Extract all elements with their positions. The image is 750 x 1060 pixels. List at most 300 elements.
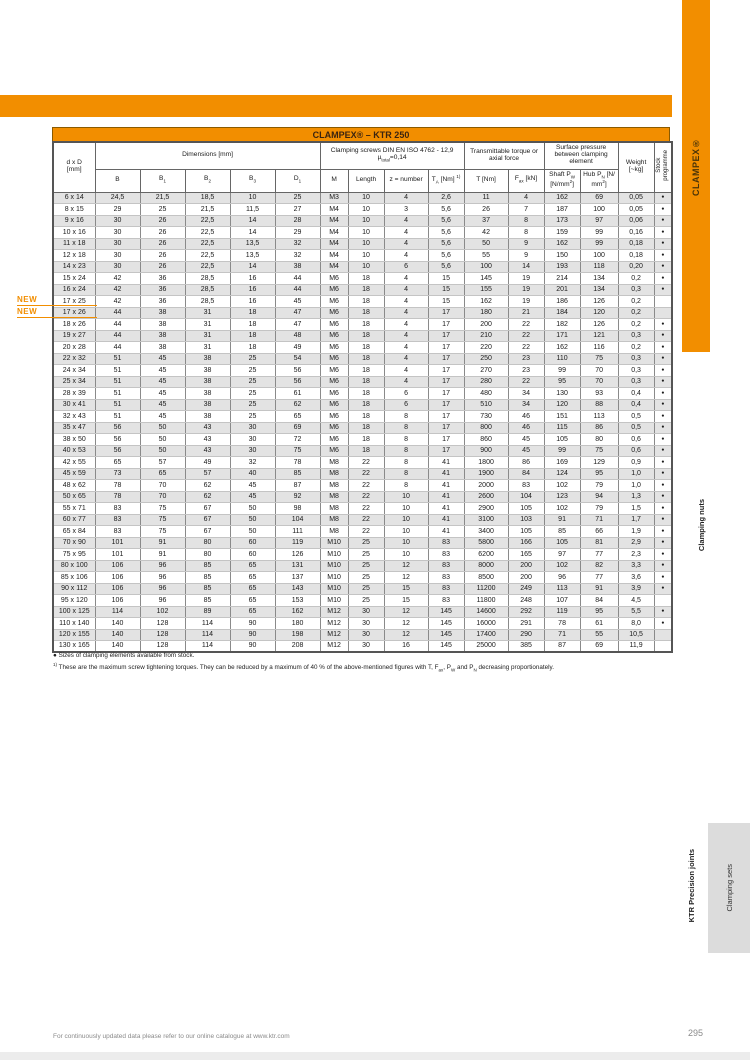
stock-dot-cell: ●: [654, 422, 672, 434]
value-cell: 121: [580, 330, 618, 342]
value-cell: 126: [580, 319, 618, 331]
value-cell: 114: [95, 606, 140, 618]
stock-dot-cell: ●: [654, 503, 672, 515]
value-cell: 85: [275, 468, 320, 480]
value-cell: 30: [348, 629, 384, 641]
value-cell: 55: [464, 250, 508, 262]
value-cell: 57: [140, 457, 185, 469]
col-header-b: B: [95, 169, 140, 192]
table-row: [53, 215, 672, 227]
value-cell: 16: [384, 641, 428, 653]
value-cell: M12: [320, 629, 348, 641]
value-cell: 0,2: [618, 342, 654, 354]
table-row: [53, 434, 672, 446]
table-row: [53, 503, 672, 515]
value-cell: 21,5: [185, 204, 230, 216]
value-cell: 129: [580, 457, 618, 469]
value-cell: 56: [95, 434, 140, 446]
value-cell: M4: [320, 261, 348, 273]
value-cell: 47: [275, 307, 320, 319]
size-cell: 6 x 14: [53, 192, 95, 204]
value-cell: 45: [230, 491, 275, 503]
value-cell: 385: [508, 641, 544, 653]
new-badge: NEW: [17, 306, 97, 318]
value-cell: M6: [320, 284, 348, 296]
value-cell: 153: [275, 595, 320, 607]
value-cell: 18: [348, 342, 384, 354]
stock-dot-cell: ●: [654, 319, 672, 331]
value-cell: 17400: [464, 629, 508, 641]
value-cell: 17: [428, 399, 464, 411]
size-cell: 75 x 95: [53, 549, 95, 561]
value-cell: 44: [275, 284, 320, 296]
value-cell: 96: [140, 595, 185, 607]
value-cell: 8000: [464, 560, 508, 572]
stock-dot-cell: ●: [654, 526, 672, 538]
size-cell: 38 x 50: [53, 434, 95, 446]
value-cell: 4: [384, 296, 428, 308]
stock-dot-cell: ●: [654, 411, 672, 423]
value-cell: 41: [428, 468, 464, 480]
value-cell: 36: [140, 284, 185, 296]
value-cell: 201: [544, 284, 580, 296]
value-cell: M10: [320, 572, 348, 584]
value-cell: 4: [384, 319, 428, 331]
value-cell: 22: [348, 514, 384, 526]
value-cell: 65: [140, 468, 185, 480]
value-cell: 86: [508, 457, 544, 469]
value-cell: 5,6: [428, 261, 464, 273]
value-cell: 51: [95, 411, 140, 423]
value-cell: 18: [348, 388, 384, 400]
value-cell: 18: [348, 376, 384, 388]
value-cell: 4: [384, 273, 428, 285]
stock-dot-cell: ●: [654, 537, 672, 549]
value-cell: 140: [95, 629, 140, 641]
value-cell: 200: [464, 319, 508, 331]
value-cell: 3,3: [618, 560, 654, 572]
value-cell: 17: [428, 365, 464, 377]
value-cell: 8: [384, 411, 428, 423]
value-cell: 0,05: [618, 192, 654, 204]
value-cell: 18: [348, 296, 384, 308]
size-cell: 15 x 24: [53, 273, 95, 285]
value-cell: 87: [544, 641, 580, 653]
value-cell: 65: [230, 560, 275, 572]
value-cell: 18: [348, 445, 384, 457]
value-cell: 50: [230, 526, 275, 538]
stock-dot-cell: [654, 307, 672, 319]
value-cell: 38: [185, 388, 230, 400]
value-cell: 91: [580, 583, 618, 595]
value-cell: 4: [384, 307, 428, 319]
stock-dot-cell: ●: [654, 353, 672, 365]
stock-dot-cell: ●: [654, 606, 672, 618]
value-cell: 120: [580, 307, 618, 319]
table-row: [53, 353, 672, 365]
table-row: [53, 560, 672, 572]
value-cell: 38: [185, 399, 230, 411]
value-cell: 10: [348, 227, 384, 239]
value-cell: 56: [95, 445, 140, 457]
stock-dot-cell: ●: [654, 238, 672, 250]
value-cell: 155: [464, 284, 508, 296]
value-cell: 22: [348, 526, 384, 538]
value-cell: 87: [275, 480, 320, 492]
value-cell: M3: [320, 192, 348, 204]
value-cell: 25: [275, 192, 320, 204]
value-cell: 97: [544, 549, 580, 561]
value-cell: 4: [384, 353, 428, 365]
value-cell: 165: [508, 549, 544, 561]
stock-dot-cell: ●: [654, 572, 672, 584]
value-cell: 83: [428, 572, 464, 584]
value-cell: 2600: [464, 491, 508, 503]
table-row: [53, 445, 672, 457]
value-cell: 30: [348, 606, 384, 618]
table-row: [53, 192, 672, 204]
value-cell: 10: [384, 526, 428, 538]
value-cell: 143: [275, 583, 320, 595]
value-cell: 16: [230, 273, 275, 285]
value-cell: 22: [348, 480, 384, 492]
value-cell: 83: [428, 549, 464, 561]
stock-dot-cell: ●: [654, 330, 672, 342]
value-cell: 151: [544, 411, 580, 423]
sidebar-tab-clampex: [682, 0, 710, 352]
value-cell: 14: [230, 227, 275, 239]
stock-dot-cell: ●: [654, 491, 672, 503]
value-cell: 51: [95, 399, 140, 411]
value-cell: 22,5: [185, 238, 230, 250]
value-cell: 100: [464, 261, 508, 273]
value-cell: 162: [464, 296, 508, 308]
value-cell: M6: [320, 307, 348, 319]
stock-dot-cell: ●: [654, 468, 672, 480]
table-row: [53, 526, 672, 538]
value-cell: 43: [185, 422, 230, 434]
table-row: [53, 411, 672, 423]
value-cell: 28,5: [185, 273, 230, 285]
value-cell: 78: [275, 457, 320, 469]
value-cell: 105: [508, 526, 544, 538]
stock-dot-cell: ●: [654, 434, 672, 446]
value-cell: 18: [348, 284, 384, 296]
value-cell: 104: [275, 514, 320, 526]
table-row: [53, 629, 672, 641]
value-cell: 10: [384, 549, 428, 561]
value-cell: 0,3: [618, 284, 654, 296]
value-cell: 17: [428, 319, 464, 331]
value-cell: 78: [544, 618, 580, 630]
value-cell: 34: [508, 388, 544, 400]
value-cell: 62: [275, 399, 320, 411]
col-header-dimensions: Dimensions [mm]: [95, 142, 320, 169]
table-row: [53, 261, 672, 273]
value-cell: 22,5: [185, 261, 230, 273]
stock-programme-label: Stock programme: [655, 150, 669, 182]
value-cell: 46: [508, 411, 544, 423]
value-cell: 22: [508, 330, 544, 342]
value-cell: 45: [508, 445, 544, 457]
stock-dot-cell: ●: [654, 284, 672, 296]
value-cell: 166: [508, 537, 544, 549]
value-cell: 214: [544, 273, 580, 285]
value-cell: 25: [230, 388, 275, 400]
value-cell: 91: [140, 537, 185, 549]
table-row: [53, 422, 672, 434]
value-cell: 102: [544, 480, 580, 492]
value-cell: 8: [384, 468, 428, 480]
value-cell: 41: [428, 526, 464, 538]
value-cell: M8: [320, 526, 348, 538]
table-row: [53, 572, 672, 584]
value-cell: 84: [580, 595, 618, 607]
value-cell: 75: [580, 353, 618, 365]
stock-dot-cell: ●: [654, 388, 672, 400]
value-cell: 114: [185, 641, 230, 653]
table-row: [53, 307, 672, 319]
value-cell: 1800: [464, 457, 508, 469]
value-cell: 85: [185, 583, 230, 595]
value-cell: 25: [230, 399, 275, 411]
value-cell: 50: [140, 434, 185, 446]
value-cell: 44: [275, 273, 320, 285]
value-cell: 42: [464, 227, 508, 239]
value-cell: 31: [185, 330, 230, 342]
value-cell: 92: [275, 491, 320, 503]
value-cell: M8: [320, 503, 348, 515]
value-cell: 0,05: [618, 204, 654, 216]
value-cell: 162: [275, 606, 320, 618]
value-cell: 17: [428, 330, 464, 342]
value-cell: 10: [348, 204, 384, 216]
value-cell: 18: [348, 319, 384, 331]
stock-dot-cell: ●: [654, 250, 672, 262]
stock-dot-cell: ●: [654, 376, 672, 388]
value-cell: 113: [544, 583, 580, 595]
value-cell: 16000: [464, 618, 508, 630]
value-cell: 145: [428, 641, 464, 653]
value-cell: 18: [230, 330, 275, 342]
size-cell: 85 x 106: [53, 572, 95, 584]
table-row: [53, 365, 672, 377]
value-cell: 45: [140, 399, 185, 411]
stock-dot-cell: ●: [654, 583, 672, 595]
table-row: [53, 376, 672, 388]
value-cell: M6: [320, 434, 348, 446]
value-cell: M6: [320, 445, 348, 457]
value-cell: 31: [185, 319, 230, 331]
value-cell: 42: [95, 296, 140, 308]
value-cell: 83: [95, 503, 140, 515]
value-cell: M6: [320, 342, 348, 354]
value-cell: 18: [348, 399, 384, 411]
value-cell: 22: [348, 503, 384, 515]
value-cell: 41: [428, 457, 464, 469]
value-cell: 65: [230, 572, 275, 584]
value-cell: 30: [95, 261, 140, 273]
value-cell: 51: [95, 365, 140, 377]
value-cell: M6: [320, 388, 348, 400]
value-cell: 75: [140, 526, 185, 538]
value-cell: 99: [544, 445, 580, 457]
value-cell: 860: [464, 434, 508, 446]
value-cell: 17: [428, 411, 464, 423]
value-cell: M6: [320, 330, 348, 342]
value-cell: 126: [580, 296, 618, 308]
size-cell: 130 x 165: [53, 641, 95, 653]
value-cell: 111: [275, 526, 320, 538]
value-cell: 62: [185, 480, 230, 492]
value-cell: 30: [230, 434, 275, 446]
value-cell: 83: [428, 583, 464, 595]
value-cell: 102: [544, 560, 580, 572]
value-cell: 71: [544, 629, 580, 641]
value-cell: 7: [508, 204, 544, 216]
value-cell: 36: [140, 296, 185, 308]
size-cell: 8 x 15: [53, 204, 95, 216]
value-cell: 5800: [464, 537, 508, 549]
value-cell: 45: [275, 296, 320, 308]
value-cell: 180: [275, 618, 320, 630]
value-cell: 105: [544, 537, 580, 549]
value-cell: M6: [320, 411, 348, 423]
value-cell: 96: [544, 572, 580, 584]
value-cell: 18: [348, 422, 384, 434]
value-cell: 57: [185, 468, 230, 480]
value-cell: 102: [140, 606, 185, 618]
value-cell: 80: [580, 434, 618, 446]
value-cell: 62: [185, 491, 230, 503]
value-cell: 78: [95, 480, 140, 492]
value-cell: 40: [230, 468, 275, 480]
col-header-torque: Transmittable torque or axial force: [464, 142, 544, 169]
value-cell: 18: [348, 307, 384, 319]
col-header-dxd: d x D [mm]: [53, 142, 95, 192]
value-cell: 162: [544, 238, 580, 250]
col-header-fax: $F_{ax}$ [kN]: [508, 169, 544, 192]
value-cell: 30: [95, 238, 140, 250]
table-row: [53, 342, 672, 354]
value-cell: 61: [580, 618, 618, 630]
value-cell: M4: [320, 227, 348, 239]
value-cell: 123: [544, 491, 580, 503]
stock-dot-cell: [654, 629, 672, 641]
value-cell: 0,5: [618, 422, 654, 434]
value-cell: 55: [580, 629, 618, 641]
value-cell: 100: [580, 250, 618, 262]
value-cell: M6: [320, 296, 348, 308]
value-cell: 90: [230, 629, 275, 641]
value-cell: 900: [464, 445, 508, 457]
table-row: [53, 284, 672, 296]
value-cell: 83: [428, 537, 464, 549]
size-cell: 95 x 120: [53, 595, 95, 607]
value-cell: 10: [384, 491, 428, 503]
value-cell: 46: [508, 422, 544, 434]
header-sub-row: [53, 169, 672, 192]
value-cell: 83: [95, 514, 140, 526]
value-cell: 43: [185, 434, 230, 446]
value-cell: 56: [95, 422, 140, 434]
col-header-b2: $B_2$: [185, 169, 230, 192]
value-cell: 75: [140, 514, 185, 526]
value-cell: 15: [428, 296, 464, 308]
value-cell: 30: [95, 215, 140, 227]
value-cell: 249: [508, 583, 544, 595]
value-cell: 41: [428, 491, 464, 503]
value-cell: 8500: [464, 572, 508, 584]
value-cell: 79: [580, 480, 618, 492]
value-cell: 29: [275, 227, 320, 239]
value-cell: 4: [384, 342, 428, 354]
value-cell: 75: [580, 445, 618, 457]
value-cell: 182: [544, 319, 580, 331]
value-cell: 10: [384, 503, 428, 515]
value-cell: 51: [95, 376, 140, 388]
size-cell: 45 x 59: [53, 468, 95, 480]
value-cell: 38: [140, 319, 185, 331]
stock-dot-cell: [654, 296, 672, 308]
value-cell: 3100: [464, 514, 508, 526]
value-cell: 145: [428, 606, 464, 618]
table-row: [53, 330, 672, 342]
value-cell: 126: [275, 549, 320, 561]
value-cell: 25: [230, 376, 275, 388]
value-cell: 3: [384, 204, 428, 216]
value-cell: 10: [348, 238, 384, 250]
value-cell: 88: [580, 399, 618, 411]
value-cell: M6: [320, 273, 348, 285]
value-cell: 3,6: [618, 572, 654, 584]
value-cell: 67: [185, 514, 230, 526]
size-cell: 25 x 34: [53, 376, 95, 388]
value-cell: 25000: [464, 641, 508, 653]
value-cell: 25: [348, 583, 384, 595]
col-header-clamping-screws: Clamping screws DIN EN ISO 4762 - 12,9 µ$_{total}$=0,14: [320, 142, 464, 169]
size-cell: 90 x 112: [53, 583, 95, 595]
value-cell: 5,5: [618, 606, 654, 618]
value-cell: 42: [95, 284, 140, 296]
value-cell: 100: [580, 204, 618, 216]
value-cell: 0,3: [618, 353, 654, 365]
value-cell: 98: [275, 503, 320, 515]
table-row: [53, 227, 672, 239]
value-cell: 11,9: [618, 641, 654, 653]
value-cell: 41: [428, 480, 464, 492]
value-cell: 106: [95, 572, 140, 584]
value-cell: 0,2: [618, 296, 654, 308]
new-badge: NEW: [17, 294, 97, 306]
value-cell: 187: [544, 204, 580, 216]
value-cell: 8,0: [618, 618, 654, 630]
value-cell: 12: [384, 560, 428, 572]
table-title-bar: [52, 127, 670, 141]
value-cell: 4: [384, 192, 428, 204]
value-cell: 18: [348, 365, 384, 377]
col-header-weight: Weight [~kg]: [618, 142, 654, 192]
value-cell: 30: [95, 250, 140, 262]
value-cell: 85: [544, 526, 580, 538]
value-cell: 184: [544, 307, 580, 319]
value-cell: 124: [544, 468, 580, 480]
table-row: [53, 537, 672, 549]
value-cell: 9: [508, 250, 544, 262]
value-cell: 480: [464, 388, 508, 400]
value-cell: 25: [230, 353, 275, 365]
value-cell: 8: [508, 227, 544, 239]
